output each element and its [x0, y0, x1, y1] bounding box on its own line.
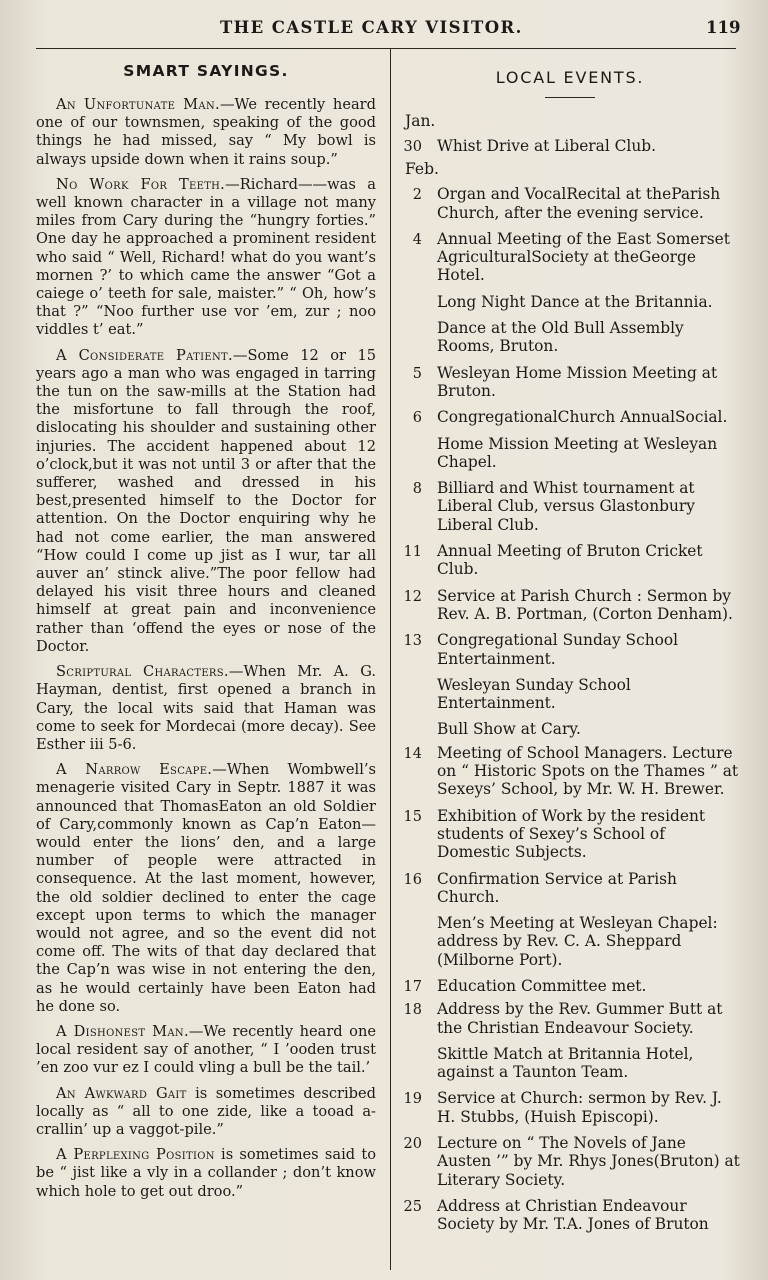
event-text: Address by the Rev. Gummer Butt at the Christian Endeavour Society.: [437, 1000, 723, 1037]
event-day: 5: [412, 365, 422, 382]
event-day: 4: [412, 231, 422, 248]
event-text: Dance at the Old Bull Assembly Rooms, Bruton.: [437, 319, 684, 356]
publication-title: THE CASTLE CARY VISITOR.: [220, 18, 523, 37]
event-text: Congregational Sunday School Entertainment.: [437, 631, 679, 668]
running-head: [0, 18, 768, 44]
event-item: [400, 542, 740, 579]
event-item: [400, 1197, 740, 1234]
event-day: 19: [403, 1091, 422, 1108]
event-text: Wesleyan Home Mission Meeting at Bruton.: [437, 363, 718, 400]
event-item: [400, 807, 740, 862]
saying-paragraph: [36, 1146, 376, 1201]
event-text: Annual Meeting of the East Somerset AgriculturalSociety at theGeorge Hotel.: [437, 229, 730, 285]
event-text: Exhibition of Work by the resident students of Sexey’s School of Domestic Subjects.: [437, 806, 706, 862]
saying-text: —We recently heard one local resident say of another, “ I ’ooden trust ’en zoo vur ez I could vling a bull be the tail.’: [36, 1022, 376, 1077]
saying-text: is sometimes described locally as “ all to one zide, like a tooad a-crallin’ up a vaggot-pile.”: [36, 1084, 376, 1138]
event-item: [400, 977, 740, 995]
saying-heading: An Awkward Gait: [56, 1084, 187, 1102]
event-item: [400, 137, 740, 155]
event-text: Men’s Meeting at Wesleyan Chapel: address by Rev. C. A. Sheppard (Milborne Port).: [437, 914, 718, 969]
event-day: 25: [403, 1198, 422, 1215]
event-text: Organ and VocalRecital at theParish Church, after the evening service.: [437, 185, 721, 222]
title-rule: [545, 97, 595, 98]
event-text: CongregationalChurch AnnualSocial.: [437, 408, 728, 427]
saying-text: —When Wombwell’s menagerie visited Cary in Septr. 1887 it was announced that ThomasEaton an old Soldier of Cary,commonly known as Cap’n Eaton—would enter the lions’ den, and a large number of people were attracted in consequence. At the last moment, however, the old soldier declined to enter the cage except upon terms to which the manager would not agree, and so the event did not come off. The wits of that day declared that the Cap’n was wise in not entering the den, as he would certainly have been Eaton had he done so.: [36, 761, 377, 1015]
event-item: [400, 408, 740, 426]
event-day: 2: [412, 187, 422, 204]
event-day: 17: [403, 978, 422, 995]
event-text: Bull Show at Cary.: [437, 720, 581, 739]
event-text: Service at Parish Church : Sermon by Rev. A. B. Portman, (Corton Denham).: [437, 586, 733, 623]
event-day: 12: [403, 588, 422, 605]
event-day: 18: [403, 1002, 422, 1019]
event-item: [400, 185, 740, 222]
event-text: Service at Church: sermon by Rev. J. H. Stubbs, (Huish Episcopi).: [437, 1089, 722, 1126]
event-day: 14: [403, 745, 422, 762]
month-label: Feb.: [405, 160, 439, 179]
saying-paragraph: [36, 1023, 376, 1078]
event-item: [400, 631, 740, 668]
event-item: [400, 744, 740, 799]
saying-heading: A Dishonest Man.: [56, 1022, 189, 1040]
saying-paragraph: [36, 663, 376, 754]
local-events-column: [400, 68, 740, 1242]
event-text: Education Committee met.: [437, 976, 647, 995]
smart-sayings-title: SMART SAYINGS.: [123, 62, 289, 80]
event-text: Billiard and Whist tournament at Liberal Club, versus Glastonbury Liberal Club.: [437, 479, 695, 534]
event-item: [400, 435, 740, 472]
saying-heading: An Unfortunate Man.: [56, 96, 220, 113]
saying-heading: A Considerate Patient.: [56, 346, 233, 364]
event-text: Long Night Dance at the Britannia.: [437, 292, 713, 311]
saying-text: is sometimes said to be “ jist like a vly in a collander ; don’t know which hole to get out droo.”: [36, 1146, 376, 1200]
saying-text: —Richard——was a well known character in a village not many miles from Cary during the “hungry forties.” One day he approached a prominent resident who said “ Well, Richard! what do you want’s mornen ?’ to which came the answer “Got a caiege o’ teeth for sale, maister.” “ Oh, how’s that ?” “Noo further use vor ’em, zur ; noo viddles t’ eat.”: [36, 175, 376, 339]
event-text: Wesleyan Sunday School Entertainment.: [437, 675, 631, 713]
column-divider: [390, 48, 391, 1270]
event-day: 11: [403, 544, 422, 561]
saying-heading: A Narrow Escape.: [56, 761, 213, 779]
saying-paragraph: [36, 96, 376, 169]
saying-text: —When Mr. A. G. Hayman, dentist, first opened a branch in Cary, the local wits said that Haman was come to seek for Mordecai (more decay). See Esther iii 5-6.: [36, 663, 376, 753]
event-item: [400, 1000, 740, 1037]
event-day: 16: [403, 871, 422, 888]
saying-heading: Scriptural Characters.: [56, 663, 229, 681]
event-text: Annual Meeting of Bruton Cricket Club.: [437, 542, 703, 579]
saying-text: —Some 12 or 15 years ago a man who was engaged in tarring the tun on the saw-mills at the Station had the misfortune to fall through the roof, dislocating his shoulder and sustaining other injuries. The accident happened about 12 o’clock,but it was not until 3 or after that the sufferer, washed and dressed in his best,presented himself to the Doctor for attention. On the Doctor enquiring why he had not come earlier, the man answered “How could I come up jist as I wur, tar all auver an’ stinck alive.”The poor fellow had delayed his visit three hours and cleaned himself at great pain and inconvenience rather than ‘offend the eyes or nose of the Doctor.: [36, 346, 377, 655]
month-label: Jan.: [405, 112, 436, 130]
saying-paragraph: [36, 761, 376, 1016]
event-item: [400, 293, 740, 311]
event-item: [400, 676, 740, 713]
event-item: [400, 1134, 740, 1189]
local-events-title: LOCAL EVENTS.: [495, 68, 645, 87]
smart-sayings-column: [36, 62, 376, 1208]
event-text: Confirmation Service at Parish Church.: [437, 869, 677, 906]
saying-text: —We recently heard one of our townsmen, speaking of the good things he had missed, say “ My bowl is always upside down when it rains soup.”: [36, 96, 376, 168]
event-text: Whist Drive at Liberal Club.: [437, 137, 657, 155]
event-item: [400, 587, 740, 624]
event-item: [400, 319, 740, 356]
event-day: 20: [403, 1136, 422, 1153]
event-item: [400, 870, 740, 907]
event-day: 8: [412, 481, 422, 498]
header-rule: [36, 48, 736, 49]
event-item: [400, 914, 740, 969]
page-number: 119: [706, 18, 741, 37]
event-day: 15: [403, 808, 422, 825]
event-day: 13: [403, 633, 422, 650]
event-item: [400, 720, 740, 738]
event-text: Meeting of School Managers. Lecture on “ Historic Spots on the Thames ” at Sexeys’ School, by Mr. W. H. Brewer.: [437, 743, 739, 799]
event-item: [400, 1089, 740, 1126]
saying-heading: No Work For Teeth.: [56, 175, 226, 193]
event-item: [400, 1045, 740, 1082]
event-item: [400, 479, 740, 534]
event-text: Home Mission Meeting at Wesleyan Chapel.: [437, 434, 718, 471]
saying-paragraph: [36, 347, 376, 656]
event-item: [400, 364, 740, 401]
event-text: Skittle Match at Britannia Hotel, against a Taunton Team.: [437, 1044, 694, 1082]
saying-paragraph: [36, 176, 376, 340]
saying-heading: A Perplexing Position: [56, 1146, 215, 1164]
event-text: Lecture on “ The Novels of Jane Austen ’” by Mr. Rhys Jones(Bruton) at Literary Society.: [437, 1134, 740, 1189]
event-text: Address at Christian Endeavour Society by Mr. T.A. Jones of Bruton: [437, 1196, 709, 1234]
event-day: 6: [412, 410, 422, 427]
event-item: [400, 230, 740, 285]
saying-paragraph: [36, 1085, 376, 1140]
event-day: 30: [403, 139, 422, 155]
